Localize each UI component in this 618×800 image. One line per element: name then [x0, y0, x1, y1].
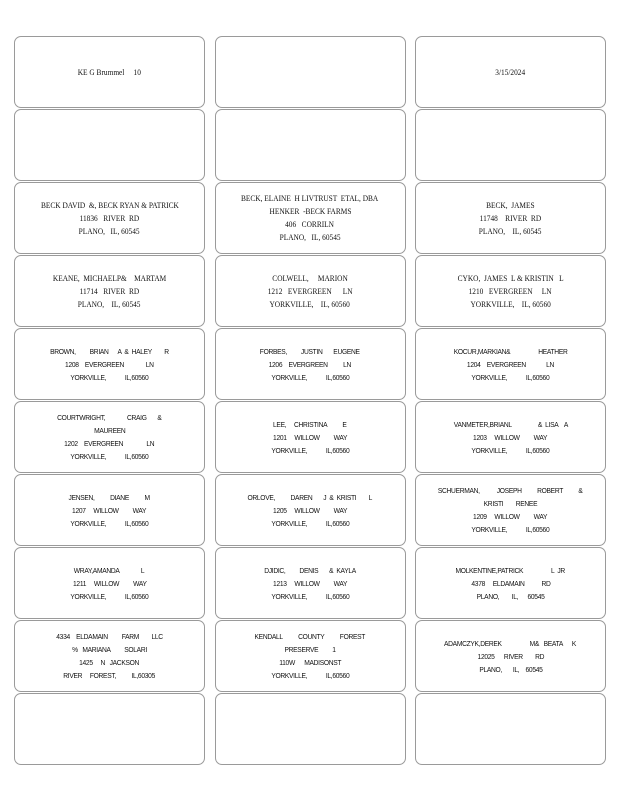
label-line: 406 CORRILN — [285, 220, 335, 229]
address-label — [415, 328, 606, 400]
label-line: JENSEN, DIANE M — [68, 492, 151, 502]
label-line: BROWN, BRIAN A & HALEY R — [50, 346, 169, 356]
address-label — [215, 182, 406, 254]
address-label — [14, 182, 205, 254]
address-label — [14, 401, 205, 473]
label-line: HENKER -BECK FARMS — [269, 207, 351, 216]
label-line: RIVER FOREST, IL,60305 — [63, 671, 156, 680]
label-line: 1425 N JACKSON — [79, 658, 140, 667]
address-label — [215, 474, 406, 546]
address-label — [415, 36, 606, 108]
label-line: COURTWRIGHT, CRAIG & — [57, 413, 162, 422]
label-line: YORKVILLE, IL,60560 — [270, 591, 350, 601]
address-label — [215, 109, 406, 181]
label-line: 11836 RIVER RD — [79, 213, 140, 223]
label-line: BECK DAVID &, BECK RYAN & PATRICK — [40, 200, 179, 210]
label-line: PLANO, IL, 60545 — [479, 226, 542, 236]
label-line: ORLOVE, DAREN J & KRISTI L — [247, 492, 373, 502]
label-line: 4378 ELDAMAIN RD — [470, 578, 551, 588]
label-line: 1212 EVERGREEN LN — [267, 286, 353, 296]
address-label — [14, 693, 205, 765]
label-line: PLANO, IL, 60545 — [478, 664, 543, 674]
address-label — [215, 620, 406, 692]
address-label — [415, 109, 606, 181]
address-label — [14, 36, 205, 108]
address-label — [415, 401, 606, 473]
label-line: BECK, ELAINE H LIVTRUST ETAL, DBA — [241, 194, 379, 203]
label-line: MAUREEN — [93, 426, 126, 435]
label-sheet — [14, 36, 606, 764]
address-label — [14, 474, 205, 546]
label-line: LEE, CHRISTINA E — [273, 419, 347, 429]
address-label — [14, 547, 205, 619]
label-line: YORKVILLE, IL,60560 — [471, 372, 550, 382]
address-label — [215, 693, 406, 765]
label-line: MOLKENTINE,PATRICK L JR — [455, 565, 566, 575]
label-line: COLWELL, MARION — [272, 273, 348, 283]
address-label — [14, 620, 205, 692]
label-line: ADAMCZYK,DEREK M& BEATA K — [444, 638, 577, 648]
label-line: KEANE, MICHAELP& MARTAM — [52, 273, 167, 283]
address-label — [415, 182, 606, 254]
address-label — [415, 693, 606, 765]
address-label — [215, 328, 406, 400]
address-label — [14, 328, 205, 400]
label-line: KENDALL COUNTY FOREST — [254, 632, 366, 641]
label-line: 11748 RIVER RD — [479, 213, 542, 223]
label-line: 3/15/2024 — [495, 67, 526, 77]
label-line: PLANO, IL, 60545 — [476, 591, 545, 601]
label-line: PLANO, IL, 60545 — [78, 299, 141, 309]
label-line: YORKVILLE, IL,60560 — [70, 591, 149, 601]
address-label — [14, 255, 205, 327]
label-line: % MARIANA SOLARI — [72, 645, 147, 654]
label-line: 1204 EVERGREEN LN — [466, 359, 555, 369]
label-line: YORKVILLE, IL,60560 — [70, 452, 149, 461]
label-line: 1205 WILLOW WAY — [272, 505, 348, 515]
label-line: PRESERVE 1 — [284, 645, 336, 654]
label-line: YORKVILLE, IL,60560 — [270, 518, 350, 528]
label-line: KOCUR,MARKIAN& HEATHER — [453, 346, 568, 356]
label-line: YORKVILLE, IL,60560 — [70, 518, 149, 528]
label-line: SCHUERMAN, JOSEPH ROBERT & — [438, 486, 583, 495]
label-line: 4334 ELDAMAIN FARM LLC — [56, 632, 163, 641]
label-line: PLANO, IL, 60545 — [79, 226, 140, 236]
label-line: 1206 EVERGREEN LN — [268, 359, 352, 369]
label-line: YORKVILLE, IL,60560 — [270, 445, 350, 455]
address-label — [14, 109, 205, 181]
label-line: 110W MADISONST — [279, 658, 341, 667]
address-label — [415, 547, 606, 619]
label-line: BECK, JAMES — [486, 200, 535, 210]
address-label — [415, 474, 606, 546]
address-label — [415, 255, 606, 327]
label-line: 1209 WILLOW WAY — [473, 512, 548, 521]
label-line: DJIDIC, DENIS & KAYLA — [264, 565, 356, 575]
label-line: VANMETER,BRIANL & LISA A — [453, 419, 568, 429]
label-line: WRAY,AMANDA L — [74, 565, 145, 575]
label-line: 12025 RIVER RD — [477, 651, 544, 661]
label-line: YORKVILLE, IL,60560 — [471, 445, 550, 455]
address-label — [215, 401, 406, 473]
label-line: YORKVILLE, IL,60560 — [471, 525, 550, 534]
label-line: 1207 WILLOW WAY — [72, 505, 147, 515]
label-line: KRISTI RENEE — [483, 499, 538, 508]
label-line: PLANO, IL, 60545 — [279, 233, 341, 242]
address-label — [215, 547, 406, 619]
label-line: CYKO, JAMES L & KRISTIN L — [457, 273, 564, 283]
label-line: YORKVILLE, IL, 60560 — [470, 299, 551, 309]
label-line: YORKVILLE, IL,60560 — [70, 372, 149, 382]
label-line: 1201 WILLOW WAY — [272, 432, 348, 442]
label-line: YORKVILLE, IL,60560 — [270, 372, 350, 382]
label-line: 1202 EVERGREEN LN — [64, 439, 155, 448]
label-line: KE G Brummel 10 — [77, 67, 142, 77]
address-label — [215, 36, 406, 108]
address-label — [415, 620, 606, 692]
label-line: 1213 WILLOW WAY — [272, 578, 348, 588]
label-line: 11714 RIVER RD — [79, 286, 140, 296]
label-line: 1210 EVERGREEN LN — [468, 286, 553, 296]
label-line: YORKVILLE, IL, 60560 — [269, 299, 351, 309]
label-line: YORKVILLE, IL,60560 — [270, 671, 350, 680]
label-line: 1211 WILLOW WAY — [72, 578, 147, 588]
label-line: 1208 EVERGREEN LN — [65, 359, 154, 369]
label-line: FORBES, JUSTIN EUGENE — [260, 346, 360, 356]
label-line: 1203 WILLOW WAY — [473, 432, 548, 442]
address-label — [215, 255, 406, 327]
